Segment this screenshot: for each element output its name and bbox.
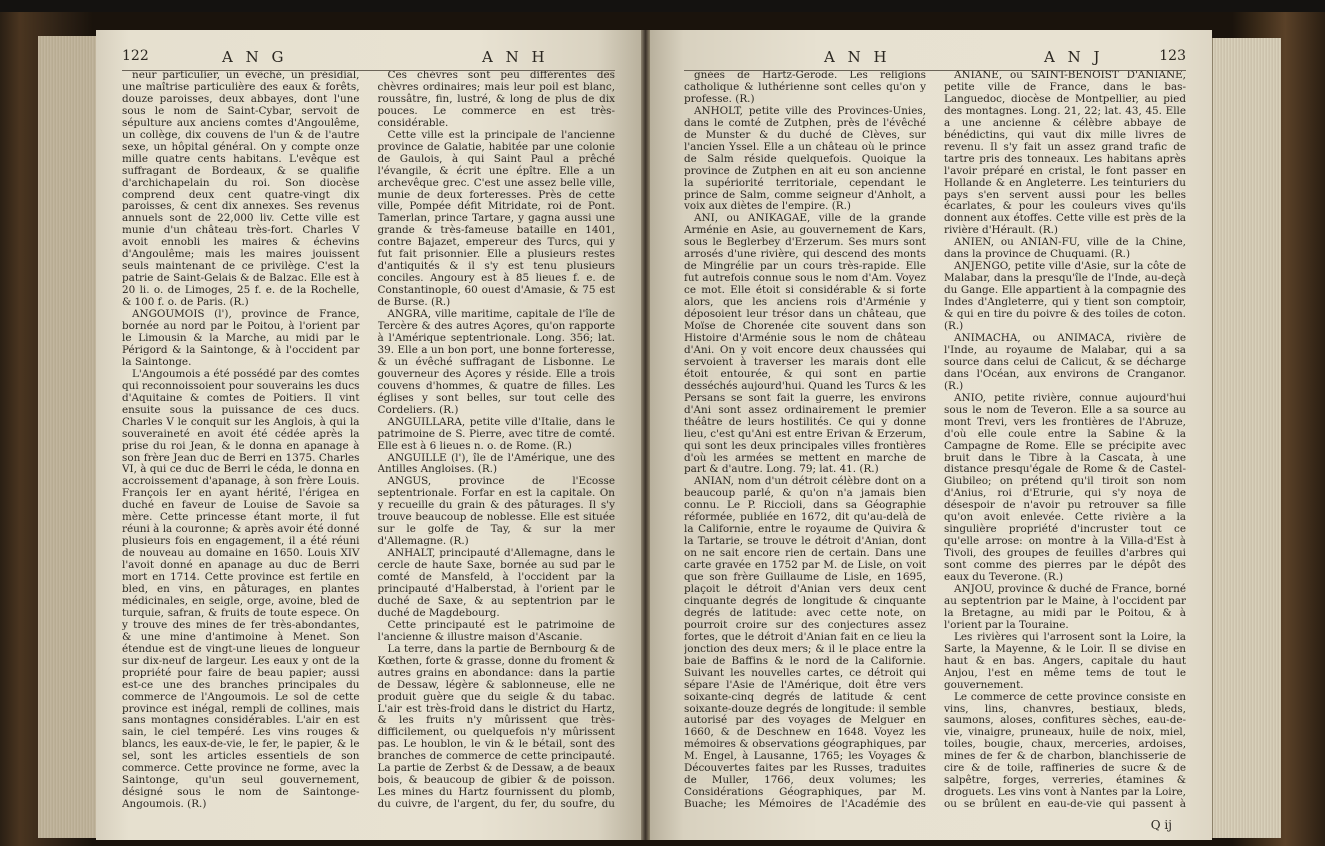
paragraph: Les rivières qui l'arrosent sont la Loire, la Sarte, la Mayenne, & le Loir. Il se divise en haut & en bas. Angers, capitale du haut Anjou, l'est en même tems de tout le gouvernement. — [944, 630, 1186, 691]
paragraph: neur particulier, un évêché, un présidial, une maîtrise particulière des eaux & forêts, douze paroisses, deux abbayes, dont l'une sous le nom de Saint-Cybar, servoit de sépulture aux anciens comtes d'Angoulême, un collège, dix couvens de l'un & de l'autre sexe, un hôpital général. On y compte onze mille quatre cents habitans. L'evêque est suffragant de Bordeaux, & se qualifie d'archichapelain du roi. Son diocèse comprend deux cent quatre-vingt dix paroisses, & cent dix annexes. Ses revenus annuels sont de 22,000 liv. Cette ville est munie d'un château très-fort. Charles V avoit ennobli les maires & échevins d'Angoulême; mais les maires jouissent seuls maintenant de ce privilège. C'est la patrie de Saint-Gelais & de Balzac. Elle est à 20 li. o. de Limoges, 25 f. e. de la Rochelle, & 100 f. o. de Paris. (R.) — [122, 70, 360, 309]
paragraph: ANI, ou ANIKAGAE, ville de la grande Arménie en Asie, au gouvernement de Kars, sous le Beglerbey d'Erzerum. Ses murs sont arrosés d'une rivière, qui descend des monts de Mingrélie par un cours très-rapide. Elle fut autrefois connue sous le nom d'Am. Voyez ce mot. Elle étoit si considérable & si forte alors, que les anciens rois d'Arménie y déposoient leur trésor dans un château, que Moïse de Chorenée cite souvent dans son Histoire d'Arménie sous le nom de château d'Ani. On y voit encore deux chaussées qui servoient à traverser les marais dont elle étoit entourée, & qui sont en partie desséchés aujourd'hui. Quand les Turcs & les Persans se sont fait la guerre, les environs d'Ani sont assez ordinairement le premier théâtre de leurs hostilités. Ce qui y donne lieu, c'est qu'Ani est entre Erivan & Erzerum, qui sont les deux principales villes frontières d'où les armées se mettent en marche de part & d'autre. Long. 79; lat. 41. (R.) — [684, 212, 926, 476]
book-gutter — [641, 30, 650, 840]
paragraph: ANGUILLE (l'), île de l'Amérique, une des Antilles Angloises. (R.) — [377, 451, 615, 476]
page-signature: Q ij — [1150, 818, 1172, 832]
right-head-rule — [684, 70, 1186, 71]
paragraph: ANIO, petite rivière, connue aujourd'hui sous le nom de Teveron. Elle a sa source au mont Trevi, vers les frontières de l'Abruze, d'où elle coule entre la Sabine & la Campagne de Rome. Elle se précipite avec bruit dans le Tibre à la Cascata, à une distance presqu'égale de Rome & de Castel-Giubileo; on prétend qu'il tiroit son nom d'Anius, roi d'Etrurie, qui s'y noya de désespoir de n'avoir pu retrouver sa fille qu'on avoit enlevée. Cette rivière a la singulière propriété d'incruster tout ce qu'elle arrose: on montre à la Villa-d'Est à Tivoli, des groupes de feuilles d'arbres qui sont comme des pierres par le dépôt des eaux du Teverone. (R.) — [944, 391, 1186, 584]
paragraph: Cette ville est la principale de l'ancienne province de Galatie, habitée par une colonie de Gaulois, à qui Saint Paul a prêché l'évangile, & écrit une épître. Elle a un archevêque grec. C'est une assez belle ville, munie de deux forteresses. Près de cette ville, Pompée défit Mitridate, roi de Pont. Tamerlan, prince Tartare, y gagna aussi une grande & très-fameuse bataille en 1401, contre Bajazet, empereur des Turcs, qui y fut fait prisonnier. Elle a plusieurs restes d'antiquités & il s'y est tenu plusieurs conciles. Angoury est à 85 lieues f. e. de Constantinople, 60 ouest d'Amasie, & 75 est de Burse. (R.) — [377, 128, 615, 309]
paragraph: ANHOLT, petite ville des Provinces-Unies, dans le comté de Zutphen, près de l'évêché de Munster & du duché de Clèves, sur l'ancien Yssel. Elle a un château où le prince de Salm réside quelquefois. Quoique la province de Zutphen en ait eu son ancienne la supériorité territoriale, cependant le prince de Salm, comme seigneur d'Anholt, a voix aux diètes de l'empire. (R.) — [684, 104, 926, 213]
paragraph: Cette principauté est le patrimoine de l'ancienne & illustre maison d'Ascanie. — [377, 618, 615, 643]
left-running-head — [122, 48, 615, 70]
paragraph: L'Angoumois a été possédé par des comtes qui reconnoissoient pour souverains les ducs d'Aquitaine & comtes de Poitiers. Il vint ensuite sous la puissance de ces ducs. Charles V le conquit sur les Anglois, à qui la souveraineté en avoit été cédée après la prise du roi Jean, & le donna en apanage à son frère Jean duc de Berri en 1375. Charles VI, à qui ce duc de Berri le céda, le donna en accroissement d'apanage, à son frère Louis. François Ier en ayant hérité, l'érigea en duché en faveur de Louise de Savoie sa mère. Cette princesse étant morte, il fut réuni à la couronne; & après avoir été donné plusieurs fois en engagement, il a été réuni de nouveau au domaine en 1650. Louis XIV l'avoit donné en apanage au duc de Berri mort en 1714. Cette province est fertile en bled, en vins, en pâturages, en plantes médicinales, en seigle, orge, avoine, bled de turquie, safran, & fruits de toute espece. On y trouve des mines de fer très-abondantes, & une mine d'antimoine à Menet. Son étendue est de vingt-une lieues de longueur sur dix-neuf de largeur. Les eaux y ont de la propriété pour faire de beau papier; aussi est-ce une des branches principales du commerce de l'Angoumois. Le sol de cette province est inégal, rempli de collines, mais sans montagnes considérables. L'air en est sain, le ciel tempéré. Les vins rouges & blancs, les eaux-de-vie, le fer, le papier, & le sel, sont les articles essentiels de son commerce. Cette province ne forme, avec la Saintonge, qu'un seul gouvernement, désigné sous le nom de Saintonge-Angoumois. (R.) — [122, 367, 360, 810]
paragraph: gnées de Hartz-Gerode. Les religions catholique & luthérienne sont celles qu'on y professe. (R.) — [684, 70, 926, 105]
paragraph: ANGRA, ville maritime, capitale de l'île de Tercère & des autres Açores, qu'on rapporte à l'Amérique septentrionale. Long. 356; lat. 39. Elle a un bon port, une bonne forteresse, & un évêché suffragant de Lisbonne. Le gouverneur des Açores y réside. Elle a trois couvens d'hommes, & quatre de filles. Les églises y sont belles, sur tout celle des Cordeliers. (R.) — [377, 308, 615, 416]
paragraph: ANIMACHA, ou ANIMACA, rivière de l'Inde, au royaume de Malabar, qui a sa source dans celui de Calicut, & se décharge dans l'Océan, aux environs de Cranganor. (R.) — [944, 331, 1186, 392]
left-head-word-1: A N G — [222, 48, 288, 66]
paragraph: ANJENGO, petite ville d'Asie, sur la côte de Malabar, dans la presqu'île de l'Inde, au-deçà du Gange. Elle appartient à la compagnie des Indes d'Angleterre, qui y tient son comptoir, & qui en tire du poivre & des toiles de coton. (R.) — [944, 260, 1186, 333]
left-page-edges — [38, 36, 96, 838]
paragraph: ANGOUMOIS (l'), province de France, bornée au nord par le Poitou, à l'orient par le Limousin & la Marche, au midi par le Périgord & la Saintonge, & à l'occident par la Saintonge. — [122, 308, 360, 368]
right-head-word-2: A N J — [1044, 48, 1104, 66]
left-column-2 — [378, 70, 616, 810]
left-head-rule — [122, 70, 615, 71]
paragraph: ANIEN, ou ANIAN-FU, ville de la Chine, dans la province de Chuquami. (R.) — [944, 236, 1186, 261]
paragraph: Ces chèvres sont peu différentes des chèvres ordinaires; mais leur poil est blanc, roussâtre, fin, lustré, & long de plus de dix pouces. Le commerce en est très-considérable. — [377, 70, 615, 129]
paragraph: ANIAN, nom d'un détroit célèbre dont on a beaucoup parlé, & qu'on n'a jamais bien connu. Le P. Riccioli, dans sa Géographie réformée, publiée en 1672, dit qu'au-delà de la Californie, entre le royaume de Quivira & la Tartarie, se trouve le détroit d'Anian, dont on ne sait encore rien de certain. Dans une carte gravée en 1752 par M. de Lisle, on voit que son frère Guillaume de Lisle, en 1695, plaçoit le détroit d'Anian vers deux cent cinquante degrés de longitude & cinquante degrés de latitude: avec cette note, on pourroit croire sur des conjectures assez fortes, que le détroit d'Anian fait en ce lieu la jonction des deux mers; & il le place entre la baie de Baffins & le nord de la Californie. Suivant les nouvelles cartes, ce détroit qui sépare l'Asie de l'Amérique, doit être vers soixante-cinq degrés de latitude & cent soixante-douze degrés de longitude: il semble autorisé par des voyages de Melguer en 1660, & de Deschnew en 1648. Voyez les mémoires & observations géographiques, par M. Engel, à Lausanne, 1765; les Voyages & Découvertes faites par les Russes, traduites de Muller, 1766, deux volumes; les Considérations Géographiques, par M. Buache; les Mémoires de l'Académie des — [684, 475, 926, 810]
left-head-word-2: A N H — [482, 48, 549, 66]
right-running-head — [684, 48, 1186, 70]
right-head-word-1: A N H — [824, 48, 891, 66]
left-page — [96, 30, 641, 840]
paragraph: ANJOU, province & duché de France, borné au septentrion par le Maine, à l'occident par la Bretagne, au midi par le Poitou, & à l'orient par la Touraine. — [944, 582, 1186, 631]
paragraph: ANHALT, principauté d'Allemagne, dans le cercle de haute Saxe, bornée au sud par le comté de Mansfeld, à l'occident par la principauté d'Halberstad, à l'orient par le duché de Saxe, & au septentrion par le duché de Magdebourg. — [377, 547, 615, 619]
right-page — [650, 30, 1212, 840]
right-column-1 — [684, 70, 926, 810]
paragraph: La terre, dans la partie de Bernbourg & de Kœthen, forte & grasse, donne du froment & autres grains en abondance: dans la partie de Dessaw, légère & sablonneuse, elle ne produit guère que du seigle & du tabac. L'air est très-froid dans le district du Hartz, & les fruits n'y mûrissent que très-difficilement, ou quelquefois n'y mûrissent pas. Le houblon, le vin & le bétail, sont des branches de commerce de cette principauté. La partie de Zerbst & de Dessaw, a de beaux bois, & beaucoup de gibier & de poisson. Les mines du Hartz fournissent du plomb, du cuivre, de l'argent, du fer, du soufre, du — [377, 642, 615, 810]
paragraph: ANIANE, ou SAINT-BENOIST D'ANIANE, petite ville de France, dans le bas-Languedoc, diocèse de Montpellier, au pied des montagnes. Long. 21, 22; lat. 43, 45. Elle a une ancienne & célèbre abbaye de bénédictins, qui vaut dix mille livres de revenu. Il s'y fait un assez grand trafic de tartre pris des tonneaux. Les habitans après l'avoir préparé en cristal, le font passer en Hollande & en Angleterre. Les teinturiers du pays s'en servent aussi pour les belles écarlates, & pour les couleurs vives qu'ils donnent aux étoffes. Cette ville est près de la rivière d'Hérault. (R.) — [944, 70, 1186, 237]
open-book — [0, 12, 1325, 846]
left-page-number: 122 — [122, 48, 149, 64]
paragraph: Le commerce de cette province consiste en vins, lins, chanvres, bestiaux, bleds, saumons, aloses, confitures sèches, eau-de-vie, vinaigre, pruneaux, huile de noix, miel, toiles, bougie, chaux, merceries, ardoises, mines de fer & de charbon, blanchisserie de cire & de toile, raffineries de sucre & de salpêtre, forges, verreries, étamines & droguets. Les vins vont à Nantes par la Loire, ou se brûlent en eau-de-vie qui passent à — [944, 690, 1186, 810]
left-columns — [122, 70, 615, 810]
left-column-1 — [122, 70, 360, 810]
right-columns — [684, 70, 1186, 810]
right-column-2 — [944, 70, 1186, 810]
right-page-edges — [1212, 38, 1281, 838]
right-page-number: 123 — [1159, 48, 1186, 64]
paragraph: ANGUS, province de l'Ecosse septentrionale. Forfar en est la capitale. On y recueille du grain & des pâturages. Il s'y trouve beaucoup de noblesse. Elle est située sur le golfe de Tay, & sur la mer d'Allemagne. (R.) — [377, 475, 615, 548]
paragraph: ANGUILLARA, petite ville d'Italie, dans le patrimoine de S. Pierre, avec titre de comté. Elle est à 6 lieues n. o. de Rome. (R.) — [377, 415, 615, 452]
